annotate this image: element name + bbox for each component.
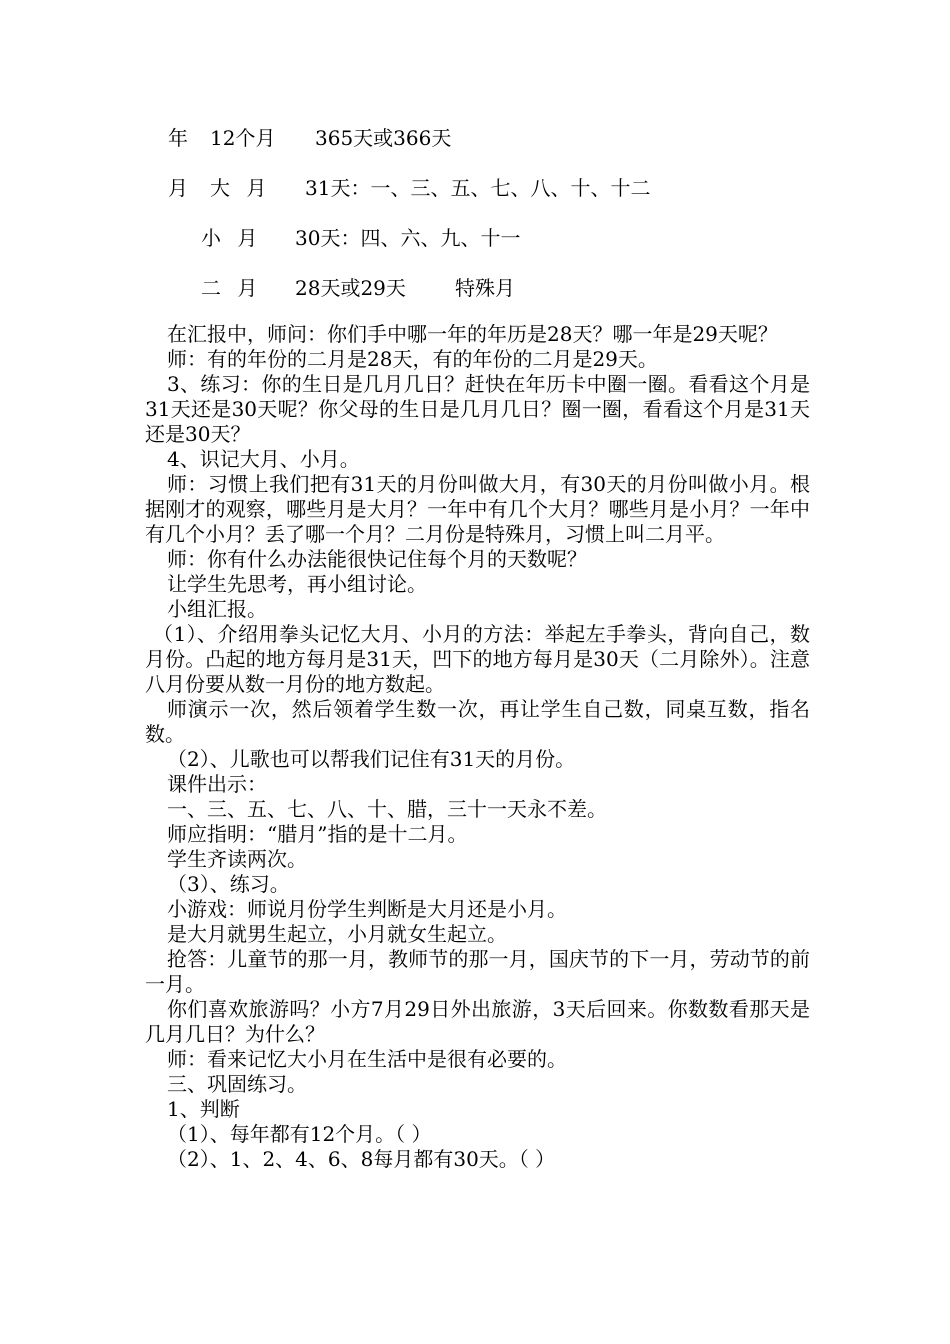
paragraph: 课件出示： <box>167 772 267 796</box>
summary-small-month: 小 月 <box>201 226 258 250</box>
paragraph: 师：看来记忆大小月在生活中是很有必要的。 <box>167 1047 567 1071</box>
paragraph: 学生齐读两次。 <box>167 847 307 871</box>
paragraph: （1）、每年都有12个月。（ ） <box>167 1122 432 1146</box>
paragraph: 小游戏：师说月份学生判断是大月还是小月。 <box>167 897 567 921</box>
lesson-body <box>145 322 810 1172</box>
paragraph: 在汇报中，师问：你们手中哪一年的年历是28天？哪一年是29天呢？ <box>167 322 778 346</box>
paragraph: 师应指明：“腊月”指的是十二月。 <box>167 822 468 846</box>
summary-days-count: 365天或366天 <box>315 126 452 150</box>
paragraph: 1、判断 <box>167 1097 240 1121</box>
summary-label-year: 年 <box>168 126 188 150</box>
paragraph: 3、练习：你的生日是几月几日？赶快在年历卡中圈一圈。看看这个月是31天还是30天呢？你父母的生日是几月几日？圈一圈，看看这个月是31天还是30天？ <box>145 372 810 446</box>
paragraph: 一、三、五、七、八、十、腊，三十一天永不差。 <box>167 797 607 821</box>
summary-months-count: 12个月 <box>210 126 276 150</box>
paragraph: （2）、儿歌也可以帮我们记住有31天的月份。 <box>167 747 576 771</box>
paragraph: （1）、介绍用拳头记忆大月、小月的方法：举起左手拳头，背向自己，数月份。凸起的地方每月是31天，凹下的地方每月是30天（二月除外）。注意八月份要从数一月份的地方数起。 <box>145 622 810 696</box>
paragraph: 师演示一次，然后领着学生数一次，再让学生自己数，同桌互数，指名数。 <box>145 697 810 746</box>
paragraph: 师：你有什么办法能很快记住每个月的天数呢？ <box>167 547 587 571</box>
paragraph: 抢答：儿童节的那一月，教师节的那一月，国庆节的下一月，劳动节的前一月。 <box>145 947 810 996</box>
paragraph: （2）、1、2、4、6、8每月都有30天。（ ） <box>167 1147 556 1171</box>
summary-small-month-days: 30天：四、六、九、十一 <box>295 226 521 250</box>
paragraph: （3）、练习。 <box>167 872 290 896</box>
paragraph: 小组汇报。 <box>167 597 267 621</box>
summary-february-days: 28天或29天 <box>295 276 406 300</box>
paragraph: 师：习惯上我们把有31天的月份叫做大月，有30天的月份叫做小月。根据刚才的观察，哪些月是大月？一年中有几个大月？哪些月是小月？一年中有几个小月？丢了哪一个月？二月份是特殊月，习惯上叫二月平。 <box>145 472 810 546</box>
paragraph: 师：有的年份的二月是28天，有的年份的二月是29天。 <box>167 347 658 371</box>
paragraph: 三、巩固练习。 <box>167 1072 307 1096</box>
summary-february: 二 月 <box>201 276 258 300</box>
summary-big-month-days: 31天：一、三、五、七、八、十、十二 <box>305 176 651 200</box>
paragraph: 4、识记大月、小月。 <box>167 447 360 471</box>
summary-label-month: 月 <box>168 176 188 200</box>
paragraph: 你们喜欢旅游吗？小方7月29日外出旅游，3天后回来。你数数看那天是几月几日？为什么？ <box>145 997 810 1046</box>
summary-big-month: 大 月 <box>210 176 267 200</box>
paragraph: 是大月就男生起立，小月就女生起立。 <box>167 922 507 946</box>
summary-special-month: 特殊月 <box>455 276 515 300</box>
paragraph: 让学生先思考，再小组讨论。 <box>167 572 427 596</box>
